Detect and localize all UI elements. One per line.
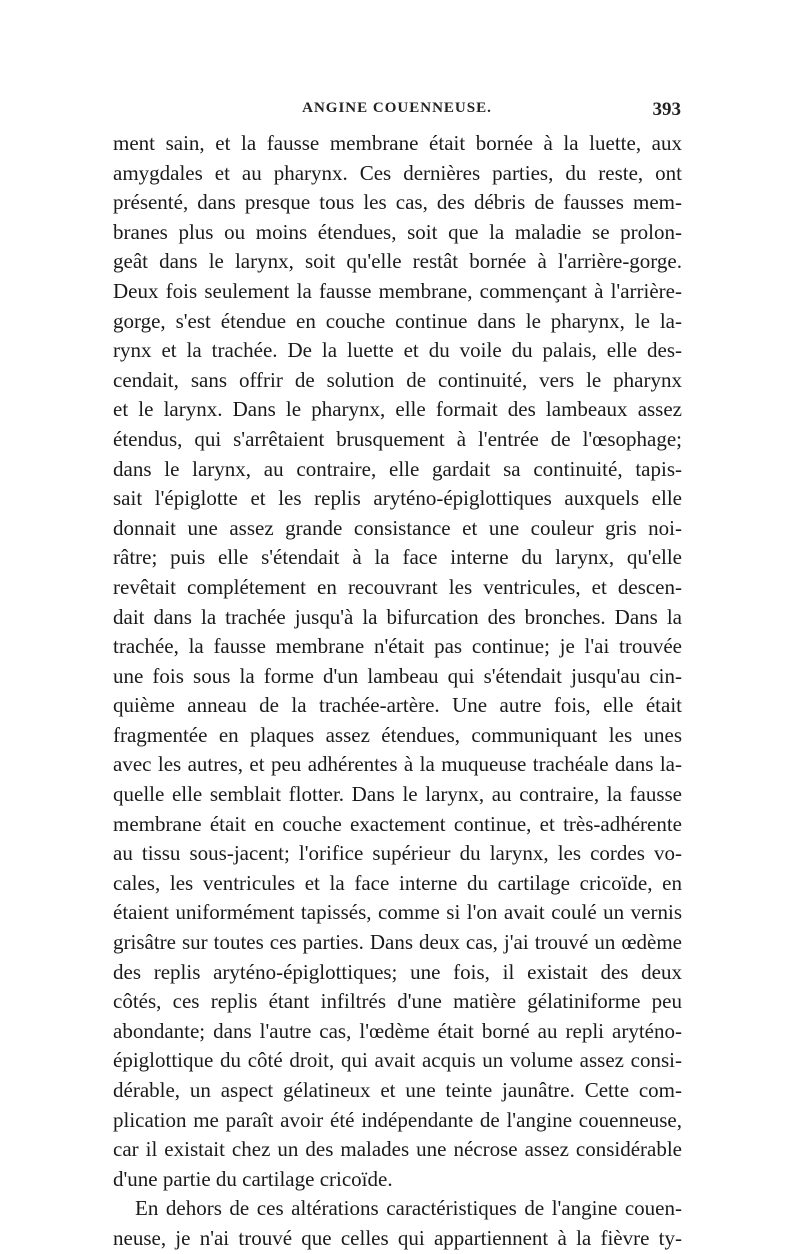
text-line: revêtait complétement en recouvrant les ventricules, et descen-: [113, 574, 682, 599]
text-line: avec les autres, et peu adhérentes à la muqueuse trachéale dans la-: [113, 752, 682, 777]
text-line: gorge, s'est étendue en couche continue dans le pharynx, le la-: [113, 308, 682, 333]
text-line: râtre; puis elle s'étendait à la face interne du larynx, qu'elle: [113, 545, 682, 570]
text-line: étendus, qui s'arrêtaient brusquement à l'entrée de l'œsophage;: [113, 426, 682, 451]
text-line: fragmentée en plaques assez étendues, communiquant les unes: [113, 722, 682, 747]
text-line: dérable, un aspect gélatineux et une teinte jaunâtre. Cette com-: [113, 1078, 682, 1102]
text-line: dans le larynx, au contraire, elle gardait sa continuité, tapis-: [113, 456, 682, 481]
text-line: trachée, la fausse membrane n'était pas continue; je l'ai trouvée: [113, 634, 682, 659]
text-line: au tissu sous-jacent; l'orifice supérieur du larynx, les cordes vo-: [113, 841, 682, 866]
text-line: présenté, dans presque tous les cas, des débris de fausses mem-: [113, 190, 682, 215]
text-line: plication me paraît avoir été indépendante de l'angine couenneuse,: [113, 1107, 682, 1132]
text-line: côtés, ces replis étant infiltrés d'une matière gélatiniforme peu: [113, 989, 682, 1014]
text-line: des replis aryténo-épiglottiques; une fois, il existait des deux: [113, 959, 682, 984]
text-line: car il existait chez un des malades une nécrose assez considérable: [113, 1137, 682, 1162]
text-line: branes plus ou moins étendues, soit que la maladie se prolon-: [113, 219, 682, 244]
text-line: amygdales et au pharynx. Ces dernières parties, du reste, ont: [113, 160, 682, 185]
running-head: [113, 100, 681, 124]
text-line: abondante; dans l'autre cas, l'œdème était borné au repli aryténo-: [113, 1018, 682, 1043]
text-line: épiglottique du côté droit, qui avait acquis un volume assez consi-: [113, 1048, 682, 1073]
text-line: dait dans la trachée jusqu'à la bifurcation des bronches. Dans la: [113, 604, 682, 629]
text-line: quelle elle semblait flotter. Dans le larynx, au contraire, la fausse: [113, 782, 682, 807]
text-line: donnait une assez grande consistance et une couleur gris noi-: [113, 515, 682, 540]
text-line: cales, les ventricules et la face interne du cartilage cricoïde, en: [113, 870, 682, 895]
text-line: cendait, sans offrir de solution de continuité, vers le pharynx: [113, 367, 682, 392]
text-line: ment sain, et la fausse membrane était bornée à la luette, aux: [113, 131, 682, 155]
page-number: 393: [652, 99, 681, 120]
text-line: neuse, je n'ai trouvé que celles qui appartiennent à la fièvre ty-: [113, 1225, 682, 1250]
text-line: membrane était en couche exactement continue, et très-adhérente: [113, 811, 682, 836]
text-line: et le larynx. Dans le pharynx, elle formait des lambeaux assez: [113, 397, 682, 422]
text-line: Deux fois seulement la fausse membrane, commençant à l'arrière-: [113, 278, 682, 303]
text-line: quième anneau de la trachée-artère. Une autre fois, elle était: [113, 693, 682, 718]
text-line: étaient uniformément tapissés, comme si l'on avait coulé un vernis: [113, 900, 682, 925]
text-line: rynx et la trachée. De la luette et du voile du palais, elle des-: [113, 338, 682, 363]
paragraph-end-line: d'une partie du cartilage cricoïde.: [113, 1166, 393, 1191]
text-line: grisâtre sur toutes ces parties. Dans deux cas, j'ai trouvé un œdème: [113, 930, 682, 955]
running-title: ANGINE COUENNEUSE.: [302, 100, 492, 116]
text-line: geât dans le larynx, soit qu'elle restât bornée à l'arrière-gorge.: [113, 249, 682, 274]
body-text: [113, 129, 682, 1254]
text-line: une fois sous la forme d'un lambeau qui s'étendait jusqu'au cin-: [113, 663, 682, 688]
paragraph-start-line: En dehors de ces altérations caractéristiques de l'angine couen-: [135, 1196, 682, 1221]
text-line: sait l'épiglotte et les replis aryténo-épiglottiques auxquels elle: [113, 486, 682, 511]
